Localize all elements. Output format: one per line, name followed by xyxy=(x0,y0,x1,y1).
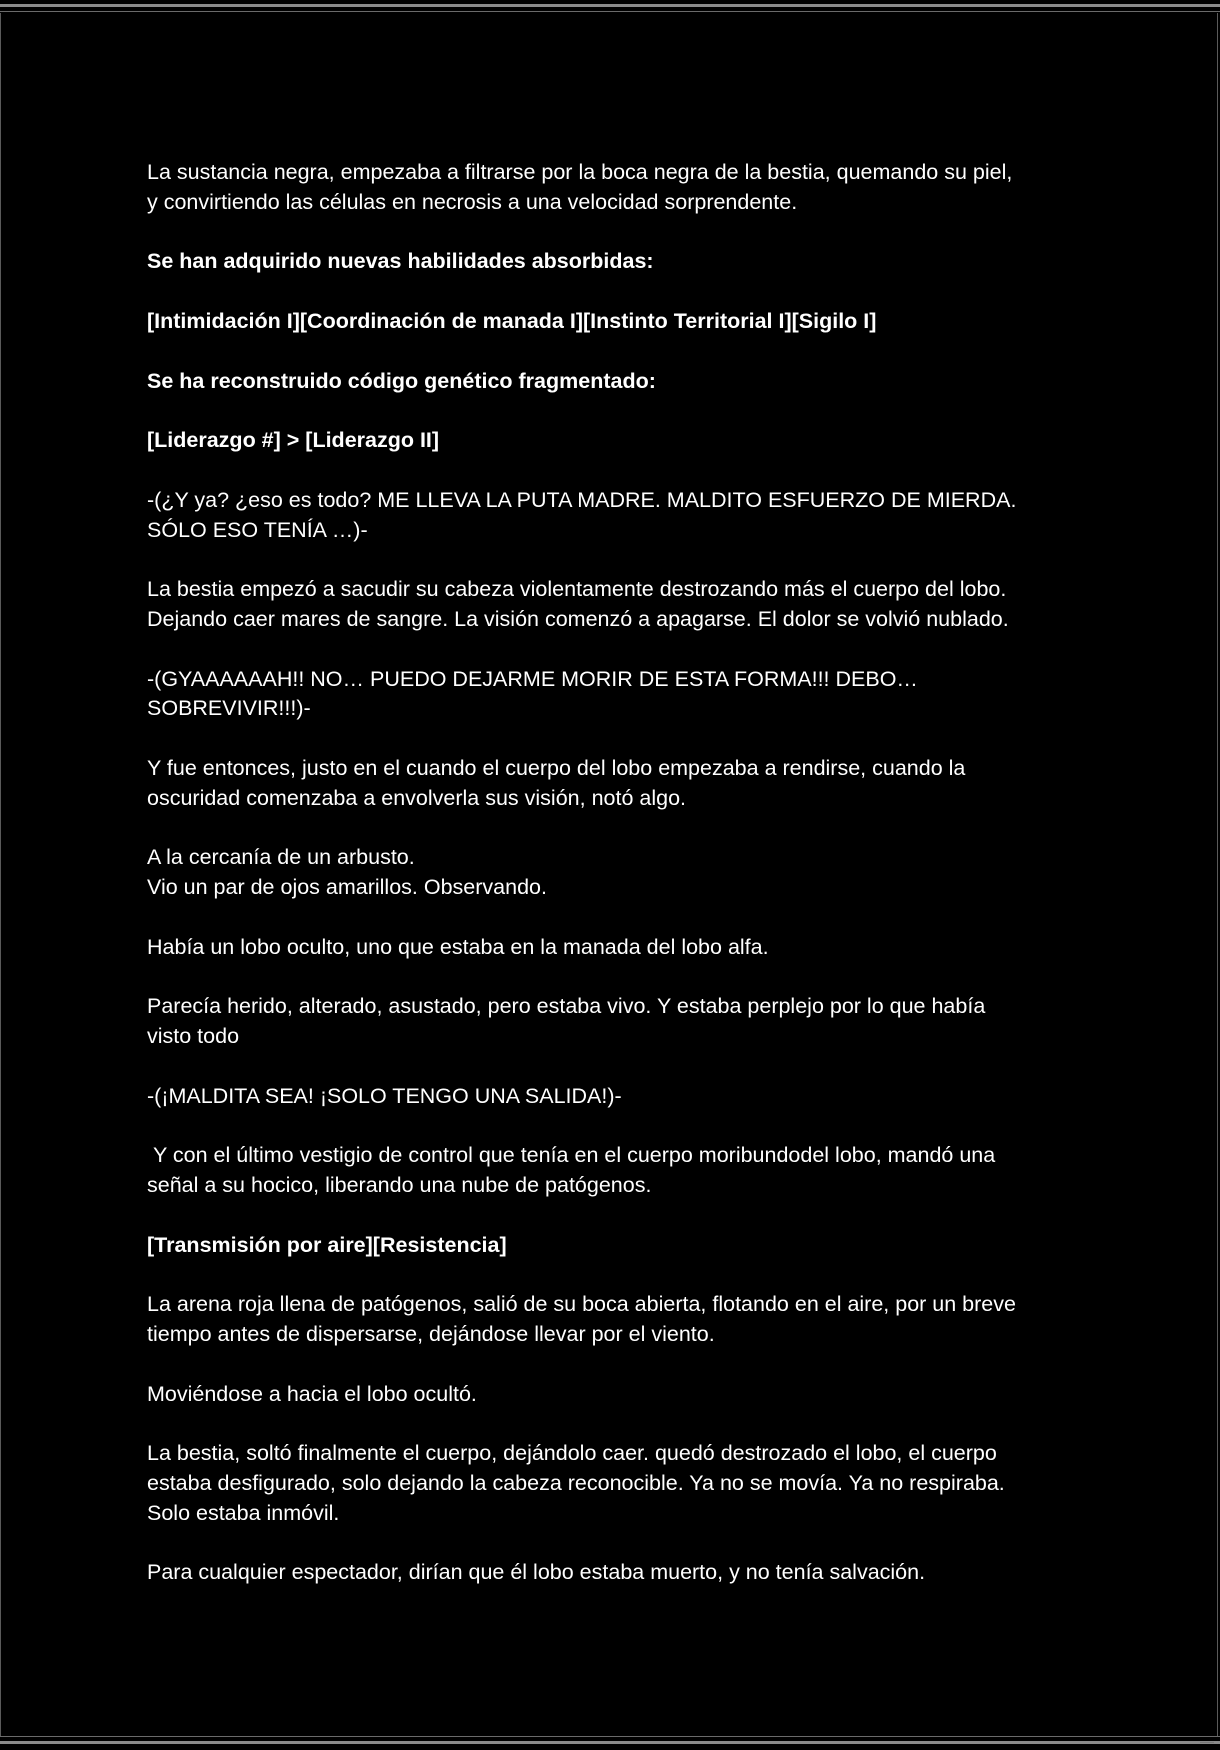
paragraph: La bestia, soltó finalmente el cuerpo, dejándolo caer. quedó destrozado el lobo, el cuerpo estaba desfigurado, solo dejando la cabeza reconocible. Ya no se movía. Ya no respiraba. Solo estaba inmóvil. xyxy=(147,1441,1005,1525)
paragraph: La bestia empezó a sacudir su cabeza violentamente destrozando más el cuerpo del lobo. Dejando caer mares de sangre. La visión comenzó a apagarse. El dolor se volvió nublado. xyxy=(147,577,1009,631)
paragraph: A la cercanía de un arbusto. Vio un par de ojos amarillos. Observando. xyxy=(147,845,547,900)
skills-list: [Transmisión por aire][Resistencia] xyxy=(147,1232,507,1257)
paragraph: La arena roja llena de patógenos, salió de su boca abierta, flotando en el aire, por un breve tiempo antes de dispersarse, dejándose llevar por el viento. xyxy=(147,1292,1016,1347)
paragraph: Moviéndose a hacia el lobo ocultó. xyxy=(147,1381,477,1406)
top-rule-outer xyxy=(0,4,1220,7)
system-message: Se han adquirido nuevas habilidades absorbidas: xyxy=(147,249,654,274)
skill-upgrade: [Liderazgo #] > [Liderazgo II] xyxy=(147,428,440,453)
paragraph: La sustancia negra, empezaba a filtrarse por la boca negra de la bestia, quemando su piel, y convirtiendo las células en necrosis a una velocidad sorprendente. xyxy=(147,160,1013,214)
dialogue-paragraph: -(¿Y ya? ¿eso es todo? ME LLEVA LA PUTA MADRE. MALDITO ESFUERZO DE MIERDA. SÓLO ESO TENÍA …)- xyxy=(147,487,1017,542)
document-body xyxy=(147,158,1087,1588)
paragraph: Y fue entonces, justo en el cuando el cuerpo del lobo empezaba a rendirse, cuando la oscuridad comenzaba a envolverla sus visión, notó algo. xyxy=(147,755,966,810)
bottom-rule-inner xyxy=(0,1736,1220,1737)
paragraph: Parecía herido, alterado, asustado, pero estaba vivo. Y estaba perplejo por lo que había visto todo xyxy=(147,994,986,1049)
paragraph: Y con el último vestigio de control que tenía en el cuerpo moribundodel lobo, mandó una señal a su hocico, liberando una nube de patógenos. xyxy=(147,1143,996,1198)
top-rule-inner xyxy=(0,11,1220,12)
dialogue-paragraph: -(GYAAAAAAH!! NO… PUEDO DEJARME MORIR DE ESTA FORMA!!! DEBO… SOBREVIVIR!!!)- xyxy=(147,666,918,721)
paragraph: Para cualquier espectador, dirían que él lobo estaba muerto, y no tenía salvación. xyxy=(147,1560,926,1585)
skills-list: [Intimidación I][Coordinación de manada I][Instinto Territorial I][Sigilo I] xyxy=(147,308,877,333)
bottom-rule-outer xyxy=(0,1741,1220,1744)
dialogue-paragraph: -(¡MALDITA SEA! ¡SOLO TENGO UNA SALIDA!)- xyxy=(147,1083,622,1108)
paragraph: Había un lobo oculto, uno que estaba en la manada del lobo alfa. xyxy=(147,934,769,959)
page-corner-mark xyxy=(1200,1742,1214,1748)
system-message: Se ha reconstruido código genético fragmentado: xyxy=(147,368,656,393)
